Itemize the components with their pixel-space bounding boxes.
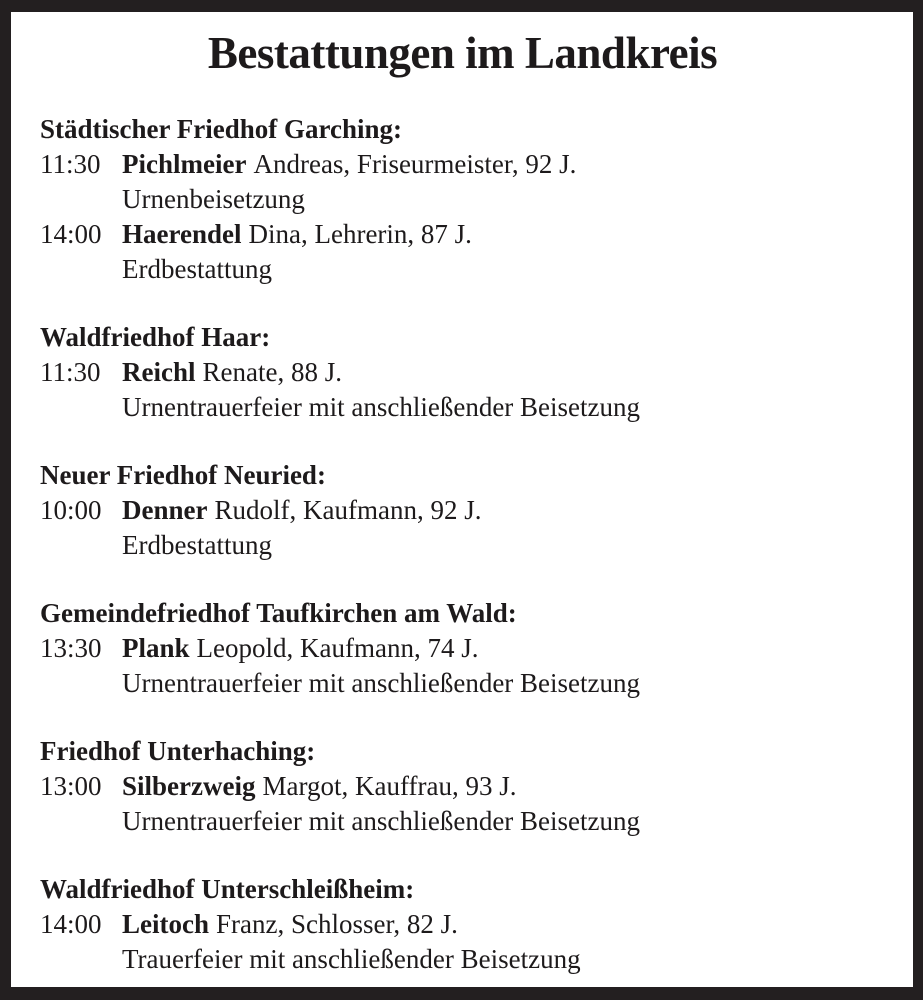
entry-person-line <box>122 907 885 942</box>
entry-ceremony: Urnentrauerfeier mit anschließender Beisetzung <box>122 392 641 422</box>
entry-person-line <box>122 355 885 390</box>
cemetery-section-taufkirchen <box>40 596 885 701</box>
notice-content <box>11 25 913 977</box>
entry-details: Rudolf, Kaufmann, 92 J. <box>214 495 482 525</box>
cemetery-section-neuried <box>40 458 885 563</box>
entry-surname: Plank <box>122 633 190 663</box>
entry-person-line <box>122 147 885 182</box>
entry-surname: Haerendel <box>122 219 242 249</box>
entry-body <box>122 907 885 977</box>
entry-body <box>122 769 885 839</box>
entry-ceremony: Urnenbeisetzung <box>122 184 305 214</box>
funeral-entry <box>40 769 885 839</box>
entry-surname: Leitoch <box>122 909 209 939</box>
cemetery-heading: Waldfriedhof Haar: <box>40 322 271 352</box>
entry-person-line <box>122 217 885 252</box>
entry-body <box>122 217 885 287</box>
entry-ceremony: Erdbestattung <box>122 530 272 560</box>
entry-time: 11:30 <box>40 357 101 387</box>
entry-details: Franz, Schlosser, 82 J. <box>216 909 458 939</box>
page-title: Bestattungen im Landkreis <box>207 28 718 78</box>
entry-details: Dina, Lehrerin, 87 J. <box>248 219 472 249</box>
entry-surname: Denner <box>122 495 208 525</box>
entry-person-line <box>122 631 885 666</box>
entry-surname: Pichlmeier <box>122 149 247 179</box>
entry-time: 14:00 <box>40 909 102 939</box>
entry-ceremony: Urnentrauerfeier mit anschließender Beisetzung <box>122 668 641 698</box>
cemetery-heading: Friedhof Unterhaching: <box>40 736 316 766</box>
entry-body <box>122 631 885 701</box>
entry-details: Leopold, Kaufmann, 74 J. <box>196 633 479 663</box>
entry-details: Margot, Kauffrau, 93 J. <box>262 771 517 801</box>
entry-time: 11:30 <box>40 149 101 179</box>
entry-surname: Silberzweig <box>122 771 256 801</box>
entry-time: 13:30 <box>40 633 102 663</box>
cemetery-heading: Städtischer Friedhof Garching: <box>40 114 402 144</box>
funeral-entry <box>40 631 885 701</box>
entry-details: Andreas, Friseurmeister, 92 J. <box>253 149 577 179</box>
entry-ceremony: Erdbestattung <box>122 254 272 284</box>
cemetery-heading: Gemeindefriedhof Taufkirchen am Wald: <box>40 598 517 628</box>
entry-person-line <box>122 769 885 804</box>
entry-details: Renate, 88 J. <box>202 357 342 387</box>
funeral-entry <box>40 355 885 425</box>
entry-time: 14:00 <box>40 219 102 249</box>
cemetery-section-haar <box>40 320 885 425</box>
funeral-entry <box>40 907 885 977</box>
funeral-entry <box>40 493 885 563</box>
cemetery-section-unterschleissheim <box>40 872 885 977</box>
entry-ceremony: Trauerfeier mit anschließender Beisetzung <box>122 944 581 974</box>
entry-body <box>122 147 885 217</box>
cemetery-heading: Neuer Friedhof Neuried: <box>40 460 326 490</box>
cemetery-section-garching <box>40 112 885 287</box>
entry-time: 13:00 <box>40 771 102 801</box>
entry-time: 10:00 <box>40 495 102 525</box>
entry-surname: Reichl <box>122 357 196 387</box>
funeral-entry <box>40 147 885 217</box>
cemetery-heading: Waldfriedhof Unterschleißheim: <box>40 874 415 904</box>
entry-body <box>122 493 885 563</box>
cemetery-section-unterhaching <box>40 734 885 839</box>
funeral-entry <box>40 217 885 287</box>
entry-ceremony: Urnentrauerfeier mit anschließender Beisetzung <box>122 806 641 836</box>
entry-body <box>122 355 885 425</box>
entry-person-line <box>122 493 885 528</box>
